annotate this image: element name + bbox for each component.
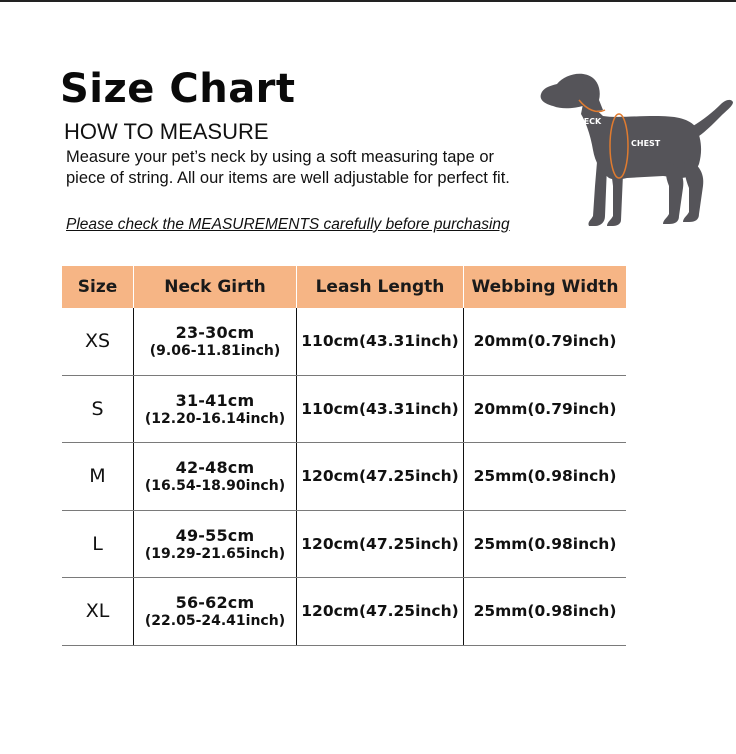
neck-girth-cm: 42-48cm bbox=[175, 458, 255, 478]
dog-body bbox=[541, 74, 733, 226]
column-header-webbing-width: Webbing Width bbox=[463, 266, 626, 308]
measure-instructions: Measure your pet’s neck by using a soft measuring tape or piece of string. All our items are well adjustable for perfect fit. bbox=[66, 148, 510, 187]
neck-girth-inch: (19.29-21.65inch) bbox=[144, 545, 286, 562]
neck-girth-cell bbox=[133, 308, 296, 375]
top-divider bbox=[0, 0, 736, 2]
column-header-neck-girth: Neck Girth bbox=[133, 266, 296, 308]
table-row bbox=[62, 308, 626, 376]
neck-girth-cm: 23-30cm bbox=[175, 323, 255, 343]
section-heading: HOW TO MEASURE bbox=[64, 119, 269, 144]
neck-girth-inch: (9.06-11.81inch) bbox=[149, 343, 281, 360]
neck-girth-cell bbox=[133, 443, 296, 510]
neck-girth-cell bbox=[133, 376, 296, 443]
size-table bbox=[62, 266, 626, 646]
neck-girth-cm: 49-55cm bbox=[175, 525, 255, 545]
neck-girth-inch: (22.05-24.41inch) bbox=[144, 613, 286, 630]
webbing-width-cell: 25mm(0.98inch) bbox=[463, 578, 626, 645]
purchase-notice: Please check the MEASUREMENTS carefully before purchasing bbox=[66, 216, 510, 233]
leash-length-cell: 110cm(43.31inch) bbox=[296, 376, 463, 443]
leash-length-cell: 120cm(47.25inch) bbox=[296, 443, 463, 510]
column-header-size: Size bbox=[77, 277, 118, 297]
leash-length-cell: 120cm(47.25inch) bbox=[296, 511, 463, 578]
neck-girth-cm: 31-41cm bbox=[175, 390, 255, 410]
webbing-width-cell: 25mm(0.98inch) bbox=[463, 511, 626, 578]
table-row bbox=[62, 578, 626, 646]
table-row bbox=[62, 511, 626, 579]
leash-length-cell: 110cm(43.31inch) bbox=[296, 308, 463, 375]
neck-girth-cell bbox=[133, 578, 296, 645]
webbing-width-cell: 20mm(0.79inch) bbox=[463, 376, 626, 443]
size-cell: XS bbox=[84, 330, 111, 353]
table-row bbox=[62, 376, 626, 444]
neck-girth-inch: (12.20-16.14inch) bbox=[144, 410, 286, 427]
size-cell: M bbox=[89, 465, 106, 488]
page-title: Size Chart bbox=[60, 66, 296, 112]
neck-girth-cell bbox=[133, 511, 296, 578]
webbing-width-cell: 25mm(0.98inch) bbox=[463, 443, 626, 510]
neck-girth-inch: (16.54-18.90inch) bbox=[144, 478, 286, 495]
size-cell: S bbox=[91, 397, 104, 420]
size-cell: L bbox=[92, 532, 103, 555]
column-header-leash-length: Leash Length bbox=[296, 266, 463, 308]
size-cell: XL bbox=[85, 600, 110, 623]
chest-label: CHEST bbox=[631, 139, 661, 148]
table-header bbox=[62, 266, 626, 308]
webbing-width-cell: 20mm(0.79inch) bbox=[463, 308, 626, 375]
dog-silhouette-icon bbox=[535, 66, 735, 234]
leash-length-cell: 120cm(47.25inch) bbox=[296, 578, 463, 645]
table-row bbox=[62, 443, 626, 511]
neck-label: NECK bbox=[577, 117, 602, 126]
neck-girth-cm: 56-62cm bbox=[175, 593, 255, 613]
